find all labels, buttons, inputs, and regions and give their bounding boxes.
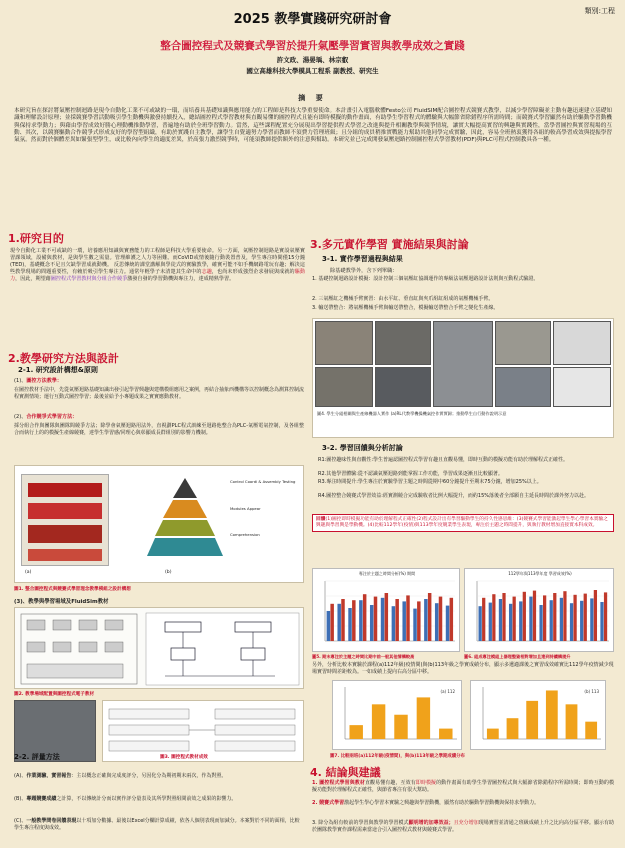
c1-b: 直觀易懂有趣，互效有 xyxy=(364,780,416,786)
photo-5 xyxy=(433,321,493,407)
c2-a: 2. 競賽式學習 xyxy=(312,800,345,806)
section3-item-1: 1. 基礎控制迴路設計模擬：設計控制三個氣壓缸協調運作的專級法氣壓迴路設計法則與互動程式驗證。 xyxy=(312,276,539,282)
bar-112-13 xyxy=(600,602,603,641)
bar-E xyxy=(566,704,578,739)
conclusion-3 xyxy=(312,820,614,833)
bar-期中-2 xyxy=(337,604,340,641)
s1-text-c: ，因此，期望藉 xyxy=(15,275,51,282)
method-2 xyxy=(14,414,304,421)
fig2-fluidsim-circuit xyxy=(145,612,300,686)
section3-intro: 除基礎教學外，含下列單職： xyxy=(330,268,398,274)
bar-期末-6 xyxy=(385,593,388,641)
figure1-caption: 圖1. 整合圖控程式與競賽式學習理念教學模組之設計構想 xyxy=(14,587,131,592)
bar-C xyxy=(526,701,538,739)
photo-6 xyxy=(495,321,551,365)
bar-C xyxy=(394,715,407,739)
bar-期末-10 xyxy=(428,593,431,641)
bar-期中-7 xyxy=(392,606,395,641)
pyramid-level2 xyxy=(163,500,207,518)
eval-b-text: 之計算，不以傳統計分而以實作評分量表及其所學對照組間前效之成果的影響力。 xyxy=(56,796,237,802)
section2-heading: 2.教學研究方法與設計 xyxy=(8,352,119,365)
eval-c-title: 一般教學問卷回饋表現 xyxy=(26,818,77,824)
compare-text: 另外，分析比較本實驗於課程(a)112年級(疫情間)與(b)113年級之學實成績分布，顯示多遺適課後之實習成效確實比112學年疫情減少現場實習時間差距較為。一如成績上提向右高分區中移。 xyxy=(312,662,614,675)
eval-a xyxy=(14,773,304,780)
bar-B xyxy=(372,704,385,739)
bar-113-12 xyxy=(594,590,597,641)
section3-item-3: 3. 輸送帶整合：將氣壓機械手臂與輸送帶整合，模擬輸送帶整合手臂之變化生產線。 xyxy=(312,305,499,311)
chart-focus-time xyxy=(312,568,460,652)
bar-112-7 xyxy=(539,605,542,641)
summary-prefix: 回饋 xyxy=(316,517,326,522)
chart-subtitle: (b) 113 xyxy=(584,689,599,694)
method-1-text: 在圖控教材手法中，先從氣壓迴路基礎知識出發引起學習興趣與建構模組應用之案例，再結合抽象西機構等以控制概念為測算控制流程實測情境；運行互動式圖控學習；最後並給予小專題成果之實實應動教材。 xyxy=(14,387,305,400)
c3-c: 且充分增加 xyxy=(453,820,479,826)
bar-112-5 xyxy=(519,601,522,641)
conference-title: 2025 教學實踐研究研討會 xyxy=(233,12,392,27)
chart-b-plot xyxy=(469,579,611,649)
chart-grades-112 xyxy=(332,680,462,750)
eval-c-text: 以十項加分數據、最後以Excel分欄計算成績，依各人個別表現而加減分。本案對於不同的面相，比較學生專注程度與成效。 xyxy=(14,818,300,831)
bar-113-2 xyxy=(492,594,495,641)
bar-112-1 xyxy=(479,606,482,641)
bar-A xyxy=(349,725,362,739)
chart-d-plot xyxy=(475,685,603,747)
s1-text-a: 現今自動化工業不可或缺的一環，培養應用知識與實務能力的工程師是科技大學重要使命。另一方面，氣壓控制迴路是實設氣壓實習課領域，設備與教材，是與學生數之需量。管理維護之人力等困難。而CoVID或情後隨行動裝置普及，學生專注時間僅15分鐘(TED)，基礎概念不足且欠缺學習成就動機。 反思傳統的課堂講解與學徒式的實驗教學，確實可能不如手機網路電玩有趣；解決這些教學現場的問題重要性，有賴於吸引學生專注力。通常年輕學子未清楚其生命中的 xyxy=(10,248,305,275)
category-label: 類別:工程 xyxy=(584,7,615,15)
bar-期中-3 xyxy=(348,608,351,641)
bar-期末-1 xyxy=(330,604,333,641)
bar-112-8 xyxy=(550,600,553,641)
bar-期末-7 xyxy=(395,599,398,641)
pyramid-top xyxy=(173,478,197,498)
bar-期中-9 xyxy=(413,609,416,641)
chart-subtitle: (a) 112 xyxy=(440,689,455,694)
bar-期末-3 xyxy=(352,600,355,641)
abstract-text: 本研究旨在探討將氣壓控制迴路是現今自動化工業不可或缺的一環，而培養具基礎知識與應用能力的工程師是科技大學重要使命。本計畫引入電腦軟體Festo公司 FluidSIM配合圖控程式競賽式教學，以減少學習障礙並主動有趣迅速建立基礎知識和理解設計原理；並採競賽學習活動吸引學生動機與激發持續投入，總結圖控程式學習教材與直觀易懂的圖控程式且能有即時模擬的動作畫面，有助學生學習程式的體驗與大幅節省除錯程序所需時間；而競賽式學習顯然有助於驅動學習動機與保持求學動力；與藉由學習成效好勝心理動機推動學習，普遍地有助於全班學習動力。當然，這些課程配置充分展現出學習提供程式學習之改進與提升相關教學與競爭情境，讓實大幅提高實習的興趣與實踐性，當學習圖控與實習現場的互動、其次，以競賽驅動合作競爭式形成友好的學習型組織，有助於實踐自主教學，讓學生自覺適努力學習而教師不須費力管理班級；且分組的成員稍推實戰能力幫助其他同學完成實驗，因此，容易全班熱衷獲得各組的較高學習成效與提振學習氣氛。然而對於個體差異如緊張型學生，或比較內向學生的適度差異，於高張力激烈競爭時，可能須教師提供額外的注意與幫助。本研究並已完成開發氣壓迴路控制圖控程式學習教材(PDF)與PLC可程式控制教具各一種。 xyxy=(14,108,612,144)
section3-sub2: 3-2. 學習回饋與分析討論 xyxy=(322,444,403,452)
c1-a: 1. 圖控程式學習與教材 xyxy=(312,780,365,786)
bar-期末-5 xyxy=(374,597,377,641)
bar-期中-12 xyxy=(446,606,449,641)
eval-a-title: 作業測驗、實習報告 xyxy=(26,773,72,779)
bar-113-11 xyxy=(584,594,587,641)
bar-A xyxy=(487,729,499,739)
feedback-r1: R1:圖控趣味性與直觀性:學生普遍認圖控程式學習有趣且直觀易懂，即時互動的模擬功能有助於理解程式正確性。 xyxy=(318,457,569,463)
m2-title: 合作競爭式學習方法： xyxy=(26,414,78,420)
chart-c-plot xyxy=(337,685,459,747)
bar-112-3 xyxy=(499,599,502,641)
chart-a-title: 專注於主題之時間分析(%) 期間 xyxy=(358,571,416,576)
abstract-heading: 摘 要 xyxy=(298,94,327,102)
pyramid-label-c: Comprehension xyxy=(230,532,260,537)
fig3-flowchart xyxy=(107,705,301,759)
fig1a-block4 xyxy=(28,549,102,561)
figure2-caption: 圖2. 教學場域配置與圖控程式電子教材 xyxy=(14,692,95,697)
s1-text-d: 激發自發的學習動機與專注力，達成精熟學習。 xyxy=(127,275,235,282)
bar-期末-4 xyxy=(363,594,366,641)
m1-title: 圖控方法教學： xyxy=(26,378,62,384)
section2-sub2: 2-2. 評量方法 xyxy=(14,753,60,761)
eval-b-label: (B)、 xyxy=(14,796,27,802)
section1-text xyxy=(10,248,305,283)
feedback-r4: R4.圖控整合競賽式學習效益:經實測競合完成驗收者比例大幅提升，而約15%落後者全部願自主延長時間於課外努力以赴。 xyxy=(318,493,590,499)
feedback-r2: R2.其他學習體驗:從不認識氣壓迴路到能掌握工作功能，學習成果逐漸且比較顯著。 xyxy=(318,471,503,477)
s1-kw3: 圖控程式學習教材與分組合作競爭 xyxy=(50,275,128,282)
bar-112-12 xyxy=(590,598,593,641)
bar-112-2 xyxy=(489,603,492,641)
bar-期中-11 xyxy=(435,603,438,641)
bar-F xyxy=(585,722,597,739)
bar-E xyxy=(439,729,452,739)
feedback-r3: R3.專注時間提升:學生專注於實驗學習主題之時間從期中60分鐘提升至期末75分鐘，增加25%以上。 xyxy=(318,479,542,485)
section1-heading: 1.研究目的 xyxy=(8,232,64,245)
photo-2 xyxy=(375,321,431,365)
section3-sub1: 3-1. 實作學習過程與結果 xyxy=(322,255,403,263)
pyramid-level3 xyxy=(155,520,215,536)
figure2 xyxy=(14,607,304,689)
section3-item-2: 2. 三氣壓缸之機械手臂實習：由水平缸、垂直缸與夾爪組缸組成的氣壓機械手臂。 xyxy=(312,296,494,302)
chart-b-title: 112學年與113學年度 學習成效(%) xyxy=(508,571,572,576)
bar-113-13 xyxy=(604,592,607,641)
fig1a-block2 xyxy=(28,503,102,519)
bar-D xyxy=(546,690,558,739)
bar-113-3 xyxy=(502,593,505,641)
c3-a: 3. 降分為組有較前的學習與教學的學習模式 xyxy=(312,820,409,826)
bar-112-4 xyxy=(509,604,512,641)
c1-c: 即時模擬 xyxy=(415,780,437,786)
authors: 許文政、湯晏瑀、林宗叡 xyxy=(276,56,349,64)
bar-D xyxy=(417,697,430,739)
bar-113-10 xyxy=(573,595,576,641)
bar-期末-2 xyxy=(341,599,344,641)
fig1a-block1 xyxy=(28,483,102,497)
conclusion-2 xyxy=(312,800,614,807)
eval-b-title: 專題競賽成績 xyxy=(26,796,57,802)
m2-label: (2)、 xyxy=(14,414,27,420)
photo-3 xyxy=(315,367,373,407)
photo-4 xyxy=(375,367,431,407)
bar-113-6 xyxy=(533,591,536,641)
poster-title: 整合圖控程式及競賽式學習於提升氣壓學習實習與教學成效之實踐 xyxy=(160,40,465,52)
pyramid-label-a: Control Coordi & Assembly Testing xyxy=(230,479,296,484)
summary-text: (1)圖控即時模擬功能有助於理解程式正確性(2)程式設計出有學習驅動學生的持久性感思維：(3)競賽式學習能激起學生學心學習本實驗之興趣與學習興是學動機。(4)比較112學年(疫情)與113學年度競業學生表現，專注於主題之時間提升，與執行教材增加直接實本科成效。 xyxy=(316,517,608,528)
bar-112-9 xyxy=(560,598,563,641)
section2-sub1: 2-1. 研究設計構想&原則 xyxy=(18,366,98,374)
section4-heading: 4. 結論與建議 xyxy=(310,766,381,779)
figure1b-pyramid xyxy=(145,476,225,566)
figure3-chart xyxy=(102,700,304,762)
eval-a-label: (A)、 xyxy=(14,773,27,779)
s1-kw1: 志趣 xyxy=(201,268,212,275)
bar-期末-9 xyxy=(417,601,420,641)
figure1 xyxy=(14,465,304,583)
section3-heading: 3.多元實作學習 實施結果與討論 xyxy=(310,238,469,251)
fig1-label-b: (b) xyxy=(165,570,172,575)
fig1a-block3 xyxy=(28,525,102,543)
bar-113-8 xyxy=(553,593,556,641)
feedback-summary xyxy=(312,514,614,532)
eval-a-text: ：主以概念正確與完成度評分，另因化分為期初期末兩次，作為對照。 xyxy=(71,773,227,779)
method-1 xyxy=(14,378,304,385)
photo-8 xyxy=(495,367,551,407)
bar-113-1 xyxy=(482,598,485,641)
bar-112-6 xyxy=(529,597,532,641)
bar-113-5 xyxy=(523,592,526,641)
eval-c-label: (C)、 xyxy=(14,818,27,824)
figure3-caption: 圖3. 圖控程式教材成效 xyxy=(160,755,208,760)
bar-期中-10 xyxy=(424,599,427,641)
bar-期中-5 xyxy=(370,605,373,641)
s1-kw2: 驅動力 xyxy=(10,268,305,282)
bar-113-4 xyxy=(513,597,516,641)
method-3-title: (3)、教學與學習場域及FluidSim教材 xyxy=(14,599,109,605)
s1-text-b: ，也尚未形成強烈企求發展與成就的 xyxy=(211,268,295,275)
photo-7 xyxy=(553,321,611,365)
chart-a-plot xyxy=(317,579,457,649)
bar-112-11 xyxy=(580,601,583,641)
bar-期中-8 xyxy=(402,601,405,641)
chart-learning-outcome xyxy=(464,568,614,652)
bar-期中-6 xyxy=(381,598,384,641)
bar-期中-4 xyxy=(359,600,362,641)
bar-期末-8 xyxy=(406,595,409,641)
fig1-label-a: (a) xyxy=(25,570,32,575)
photo-1 xyxy=(315,321,373,365)
c3-b: 顯明增的加專效益； xyxy=(408,820,454,826)
pyramid-label-b: Modules Appear xyxy=(230,506,261,511)
bar-期中-1 xyxy=(327,611,330,641)
bar-113-9 xyxy=(563,591,566,641)
figure5-caption: 圖5. 期末專注於主題之時間比期中前一般其他情構較高 xyxy=(312,654,415,659)
conclusion-1 xyxy=(312,780,614,793)
c2-b: 激起學生學心學習本實驗之興趣與學習動機，顯然有助於驅動學習動機與保持求學動力。 xyxy=(344,800,540,806)
figure4-caption: 圖4. 學生分組相關與生產線機器人實作 (a)RL代教學機操機氣控作實實歸；推動學生自行動作說明示意 xyxy=(317,411,507,416)
chart-grades-113 xyxy=(470,680,606,750)
figure4 xyxy=(312,318,614,438)
eval-c xyxy=(14,818,304,831)
bar-113-7 xyxy=(543,595,546,641)
m1-label: (1)、 xyxy=(14,378,27,384)
bar-112-10 xyxy=(570,603,573,641)
figure1a-diagram xyxy=(21,474,109,566)
fig2-layout-diagram xyxy=(19,612,139,686)
bar-B xyxy=(507,718,519,739)
pyramid-base xyxy=(147,538,223,556)
figure7-caption: 圖7. 比較兩班(a)112年級(疫情間)，與(b)113年級之學期成績分布 xyxy=(330,754,465,759)
photo-9 xyxy=(553,367,611,407)
affiliation: 國立高雄科技大學模具工程系 副教授、研究生 xyxy=(246,67,379,75)
eval-b xyxy=(14,796,304,803)
method-2-text: 採分組合作與團隊與團隊間競爭方法；除學會氣壓迴路用法外，直視劃PLC程式訓練至迴路他整合為PLC-氣壓電氣控制，及各組整合而執行上的的模擬生產線競賽，達學生學習感/同理心與彰顯成長群組別的影響力機制。 xyxy=(14,423,304,436)
bar-期末-12 xyxy=(450,598,453,641)
c1-d: 的動作畫面有助學生學習圖控程式與大幅節省除錯程序所需時間；即時互動的模擬功能對於理解程式正確性，與節省專注有很大幫助。 xyxy=(312,780,614,793)
c3-d: 現場實習並清通之班級成績上升之比向高分區平移。顯示有助於團隊教學實作課程需素當途合引入圖控程式教材與競賽式學習。 xyxy=(312,820,614,833)
bar-期末-11 xyxy=(439,597,442,641)
figure6-caption: 圖6. 組成專注模組上器理整資相對增加且達到持續構提升 xyxy=(464,654,571,659)
